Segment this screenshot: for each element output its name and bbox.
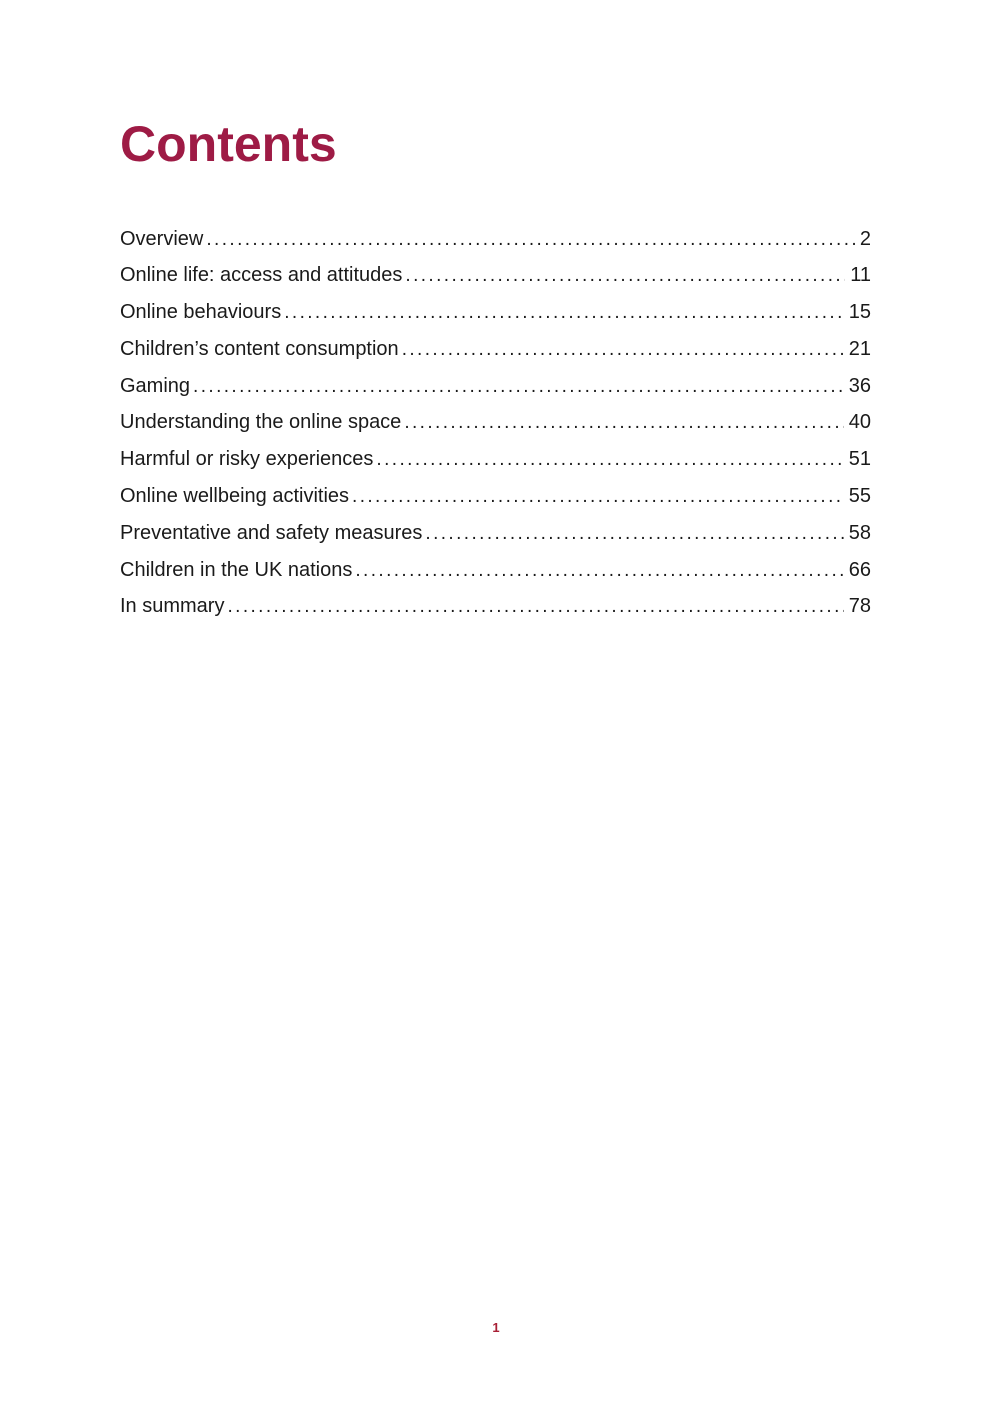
toc-entry[interactable] xyxy=(120,486,871,507)
toc-entry[interactable] xyxy=(120,412,871,433)
toc-entry-label: Overview xyxy=(120,227,204,250)
toc-leader-dots xyxy=(405,265,845,286)
toc-leader-dots xyxy=(206,229,855,250)
toc-entry-label: Harmful or risky experiences xyxy=(120,448,374,471)
toc-entry-page-number: 51 xyxy=(848,448,871,471)
toc-leader-dots xyxy=(376,449,843,470)
toc-entry-page-number: 36 xyxy=(848,374,871,397)
footer-page-number: 1 xyxy=(492,1320,500,1335)
toc-entry-page-number: 78 xyxy=(848,595,871,618)
toc-leader-dots xyxy=(227,596,843,617)
toc-entry[interactable] xyxy=(120,449,871,470)
toc-entry-page-number: 66 xyxy=(848,558,871,581)
toc-entry[interactable] xyxy=(120,523,871,544)
toc-entry-label: Children in the UK nations xyxy=(120,558,353,581)
toc-entry[interactable] xyxy=(120,560,871,581)
toc-entry[interactable] xyxy=(120,339,871,360)
toc-entry[interactable] xyxy=(120,302,871,323)
toc-entry-label: Preventative and safety measures xyxy=(120,521,423,544)
toc-leader-dots xyxy=(402,339,844,360)
toc-list xyxy=(120,229,871,618)
toc-entry-page-number: 58 xyxy=(848,521,871,544)
toc-entry-label: Children’s content consumption xyxy=(120,337,399,360)
toc-leader-dots xyxy=(352,486,844,507)
toc-entry-label: Online wellbeing activities xyxy=(120,485,350,508)
toc-leader-dots xyxy=(425,523,843,544)
toc-leader-dots xyxy=(355,560,843,581)
toc-entry-page-number: 55 xyxy=(848,485,871,508)
toc-entry[interactable] xyxy=(120,596,871,617)
toc-leader-dots xyxy=(404,412,843,433)
toc-entry-label: Online behaviours xyxy=(120,301,282,324)
toc-entry[interactable] xyxy=(120,229,871,250)
toc-leader-dots xyxy=(284,302,844,323)
page-content xyxy=(0,0,992,617)
toc-entry[interactable] xyxy=(120,265,871,286)
toc-entry-page-number: 11 xyxy=(850,264,871,287)
toc-entry-label: Understanding the online space xyxy=(120,411,402,434)
toc-entry-page-number: 40 xyxy=(848,411,871,434)
toc-entry[interactable] xyxy=(120,376,871,397)
page-title: Contents xyxy=(120,116,337,172)
toc-entry-page-number: 2 xyxy=(859,227,871,250)
toc-leader-dots xyxy=(193,376,844,397)
toc-entry-label: In summary xyxy=(120,595,225,618)
toc-entry-label: Online life: access and attitudes xyxy=(120,264,403,287)
toc-entry-label: Gaming xyxy=(120,374,191,397)
toc-entry-page-number: 15 xyxy=(848,301,871,324)
toc-entry-page-number: 21 xyxy=(848,337,871,360)
